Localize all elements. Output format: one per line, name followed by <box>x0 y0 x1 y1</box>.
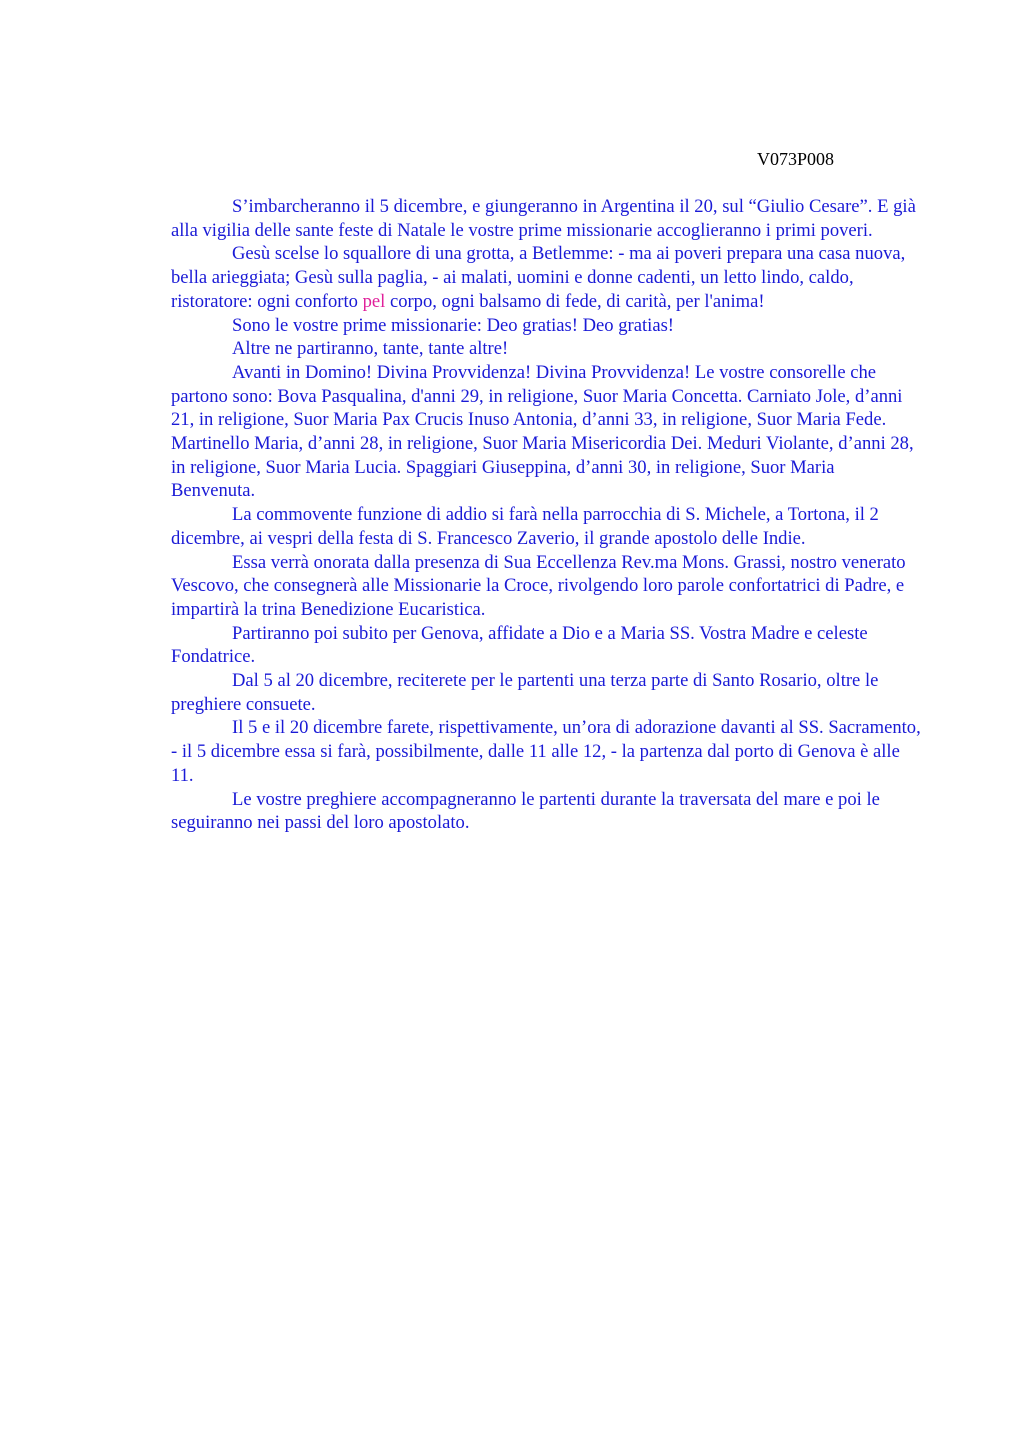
paragraph: Avanti in Domino! Divina Provvidenza! Divina Provvidenza! Le vostre consorelle che partono sono: Bova Pasqualina, d'anni 29, in religione, Suor Maria Concetta. Carniato Jole, d’anni 21, in religione, Suor Maria Pax Crucis Inuso Antonia, d’anni 33, in religione, Suor Maria Fede. Martinello Maria, d’anni 28, in religione, Suor Maria Misericordia Dei. Meduri Violante, d’anni 28, in religione, Suor Maria Lucia. Spaggiari Giuseppina, d’anni 30, in religione, Suor Maria Benvenuta. <box>171 361 914 502</box>
paragraph: Le vostre preghiere accompagneranno le partenti durante la traversata del mare e poi le seguiranno nei passi del loro apostolato. <box>171 788 880 834</box>
paragraph: Altre ne partiranno, tante, tante altre! <box>232 338 509 360</box>
paragraph: Dal 5 al 20 dicembre, reciterete per le partenti una terza parte di Santo Rosario, oltre le preghiere consuete. <box>171 670 879 715</box>
paragraph-text: Gesù scelse lo squallore di una grotta, a Betlemme: - ma ai poveri prepara una casa nuova, bella arieggiata; Gesù sulla paglia, - ai malati, uomini e donne cadenti, un letto lindo, caldo, ristoratore: ogni conforto <box>171 243 906 312</box>
page-code: V073P008 <box>757 149 835 169</box>
highlighted-word: pel <box>362 290 386 312</box>
paragraph: La commovente funzione di addio si farà nella parrocchia di S. Michele, a Tortona, il 2 dicembre, ai vespri della festa di S. Francesco Zaverio, il grande apostolo delle Indie. <box>171 504 879 549</box>
document-body <box>171 195 923 835</box>
paragraph: S’imbarcheranno il 5 dicembre, e giungeranno in Argentina il 20, sul “Giulio Cesare”. E già alla vigilia delle sante feste di Natale le vostre prime missionarie accoglieranno i primi poveri. <box>171 196 916 241</box>
paragraph: Partiranno poi subito per Genova, affidate a Dio e a Maria SS. Vostra Madre e celeste Fondatrice. <box>171 622 868 668</box>
paragraph: Sono le vostre prime missionarie: Deo gratias! Deo gratias! <box>232 314 675 336</box>
paragraph <box>171 242 923 313</box>
paragraph: Essa verrà onorata dalla presenza di Sua Eccellenza Rev.ma Mons. Grassi, nostro venerato Vescovo, che consegnerà alle Missionarie la Croce, rivolgendo loro parole confortatrici di Padre, e impartirà la trina Benedizione Eucaristica. <box>171 551 906 620</box>
paragraph: Il 5 e il 20 dicembre farete, rispettivamente, un’ora di adorazione davanti al SS. Sacramento, - il 5 dicembre essa si farà, possibilmente, dalle 11 alle 12, - la partenza dal porto di Genova è alle 11. <box>171 717 921 786</box>
paragraph-text: corpo, ogni balsamo di fede, di carità, per l'anima! <box>385 290 765 312</box>
